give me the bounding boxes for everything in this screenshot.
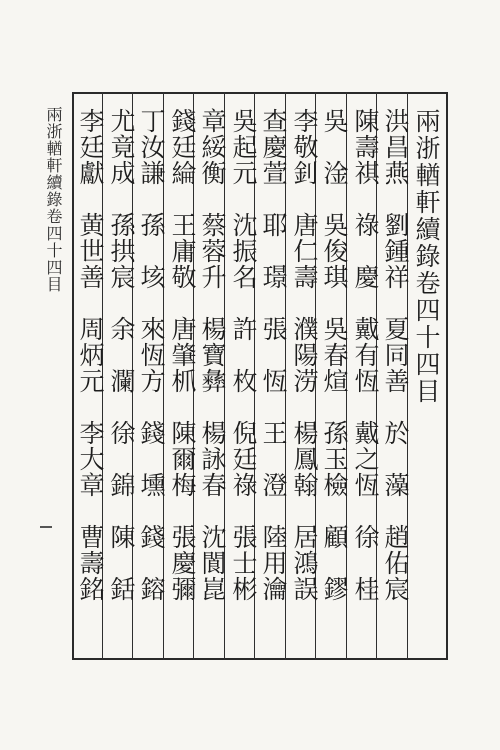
name-column-6: 吳起元 沈振名 許 枚 倪廷祿 張士彬 bbox=[229, 108, 258, 602]
name-column-3: 吳 淦 吳俊琪 吳春煊 孫玉檢 顧 鏐 bbox=[320, 108, 349, 602]
name-column-11: 李廷獻 黄世善 周炳元 李大章 曹壽銘 bbox=[76, 108, 105, 602]
name-column-8: 錢廷綸 王庸敬 唐肇枛 陳爾梅 張慶彌 bbox=[168, 108, 197, 602]
volume-title: 兩浙輶軒續錄卷四十四目 bbox=[412, 108, 441, 405]
name-column-7: 章綏衡 蔡蓉升 楊寶彝 楊詠春 沈閬崑 bbox=[198, 108, 227, 602]
name-column-4: 李敬釗 唐仁壽 濮陽涝 楊鳳翰 居鴻誤 bbox=[290, 108, 319, 602]
name-column-10: 尤竟成 孫拱宸 余 瀾 徐 錦 陳 銛 bbox=[107, 108, 136, 602]
name-column-9: 丁汝謙 孫 垓 來恆方 錢 壎 錢 鎔 bbox=[137, 108, 166, 602]
margin-tick bbox=[40, 526, 52, 528]
name-column-5: 查慶萱 耶 璟 張 恆 王 澄 陸用瀹 bbox=[259, 108, 288, 602]
name-column-2: 陳壽祺 祿 慶 戴有恆 戴之恆 徐 桂 bbox=[351, 108, 380, 602]
fore-edge-title: 兩浙輶軒續錄卷四十四目 bbox=[44, 106, 63, 293]
name-column-1: 洪昌燕 劉鍾祥 夏同善 於 藻 趙佑宸 bbox=[381, 108, 410, 602]
